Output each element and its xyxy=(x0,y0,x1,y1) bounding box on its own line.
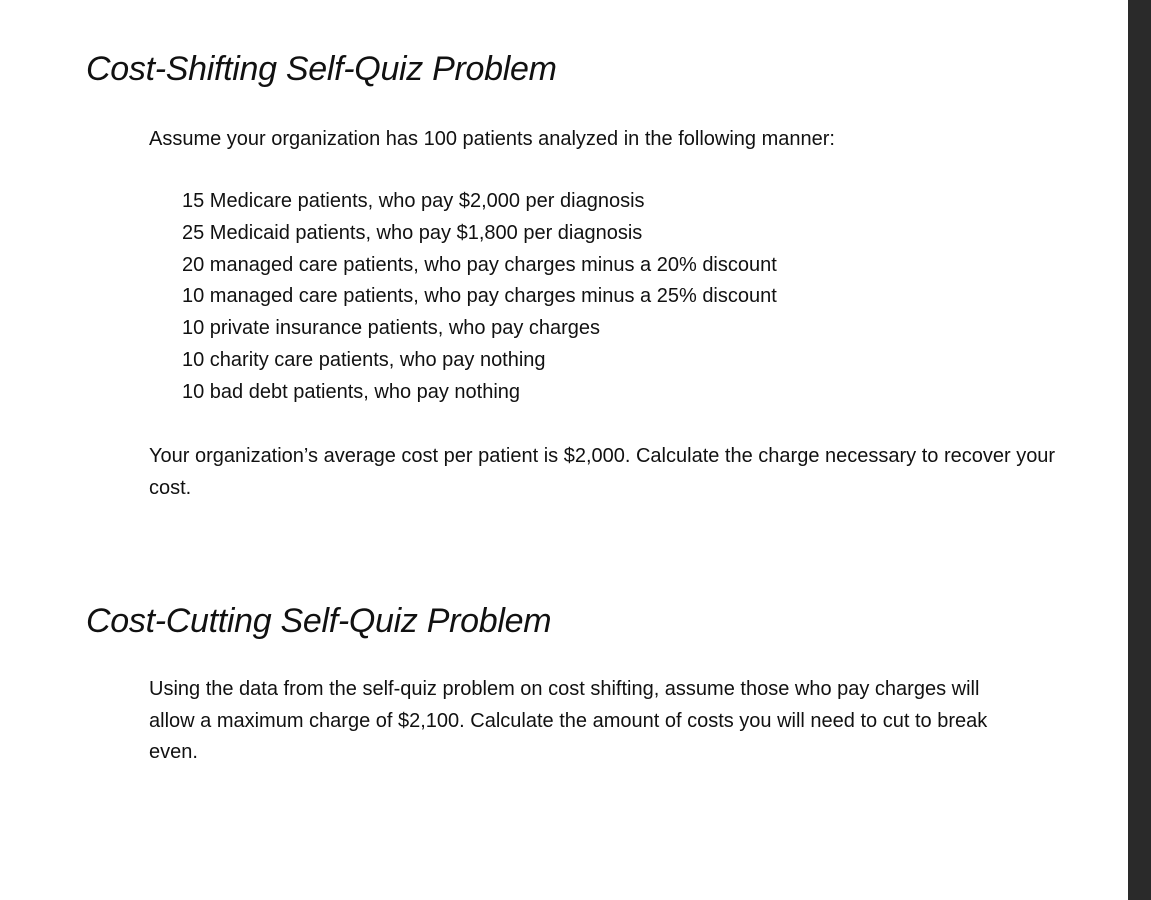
list-item: 10 charity care patients, who pay nothing xyxy=(182,348,546,371)
cost-shifting-intro: Assume your organization has 100 patients analyzed in the following manner: xyxy=(149,128,835,150)
list-item: 25 Medicaid patients, who pay $1,800 per diagnosis xyxy=(182,221,643,244)
patient-list xyxy=(182,186,777,409)
list-item: 20 managed care patients, who pay charges minus a 20% discount xyxy=(182,253,777,276)
list-item: 10 bad debt patients, who pay nothing xyxy=(182,380,521,403)
list-item: 10 private insurance patients, who pay charges xyxy=(182,317,601,340)
side-bar xyxy=(1128,0,1151,900)
cost-shifting-question: Your organization’s average cost per patient is $2,000. Calculate the charge necessary to recover your cost. xyxy=(149,445,1056,499)
cost-cutting-title: Cost-Cutting Self-Quiz Problem xyxy=(86,602,552,640)
cost-cutting-question: Using the data from the self-quiz problem on cost shifting, assume those who pay charges will allow a maximum charge of $2,100. Calculate the amount of costs you will need to cut to break even. xyxy=(149,678,988,763)
list-item: 15 Medicare patients, who pay $2,000 per diagnosis xyxy=(182,190,645,212)
cost-shifting-title: Cost-Shifting Self-Quiz Problem xyxy=(86,50,557,88)
list-item: 10 managed care patients, who pay charges minus a 25% discount xyxy=(182,285,777,308)
